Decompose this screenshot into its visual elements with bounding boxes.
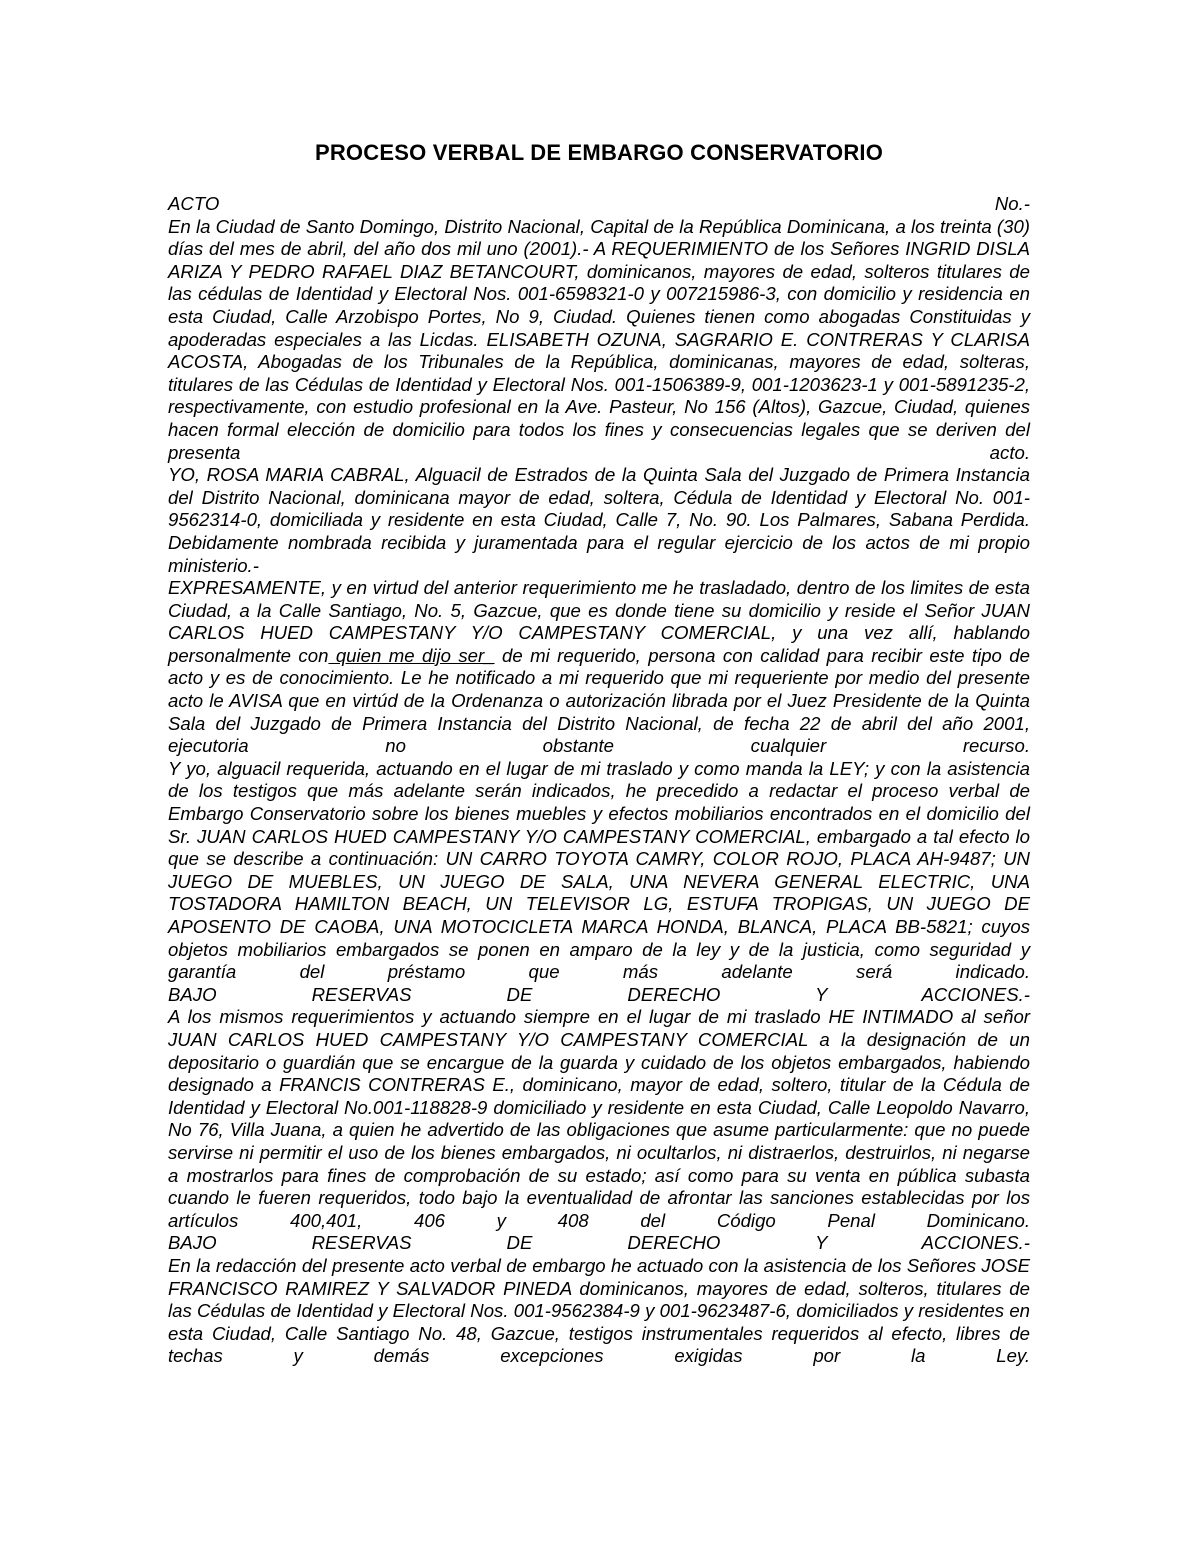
paragraph-embargo: Y yo, alguacil requerida, actuando en el lugar de mi traslado y como manda la LEY; y con la asistencia de los testigos que más adelante serán indicados, he precedido a redactar el proceso verbal de Embargo Conservatorio sobre los bienes muebles y efectos mobiliarios encontrados en el domicilio del Sr. JUAN CARLOS HUED CAMPESTANY Y/O CAMPESTANY COMERCIAL, embargado a tal efecto lo que se describe a continuación: UN CARRO TOYOTA CAMRY, COLOR ROJO, PLACA AH-9487; UN JUEGO DE MUEBLES, UN JUEGO DE SALA, UNA NEVERA GENERAL ELECTRIC, UNA TOSTADORA HAMILTON BEACH, UN TELEVISOR LG, ESTUFA TROPIGAS, UN JUEGO DE APOSENTO DE CAOBA, UNA MOTOCICLETA MARCA HONDA, BLANCA, PLACA BB-5821; cuyos objetos mobiliarios embargados se ponen en amparo de la ley y de la justicia, como seguridad y garantía del préstamo que más adelante será indicado.: [168, 757, 1030, 983]
paragraph-intimacion: A los mismos requerimientos y actuando siempre en el lugar de mi traslado HE INTIMADO al señor JUAN CARLOS HUED CAMPESTANY Y/O CAMPESTANY COMERCIAL a la designación de un depositario o guardián que se encargue de la guarda y cuidado de los objetos embargados, habiendo designado a FRANCIS CONTRERAS E., dominicano, mayor de edad, soltero, titular de la Cédula de Identidad y Electoral No.001-118828-9 domiciliado y residente en esta Ciudad, Calle Leopoldo Navarro, No 76, Villa Juana, a quien he advertido de las obligaciones que asume particularmente: que no puede servirse ni permitir el uso de los bienes embargados, ni ocultarlos, ni distraerlos, destruirlos, ni negarse a mostrarlos para fines de comprobación de su estado; así como para su venta en pública subasta cuando le fueren requeridos, todo bajo la eventualidad de afrontar las sanciones establecidas por los artículos 400,401, 406 y 408 del Código Penal Dominicano.: [168, 1006, 1030, 1231]
paragraph-alguacil: YO, ROSA MARIA CABRAL, Alguacil de Estrados de la Quinta Sala del Juzgado de Primera Instancia del Distrito Nacional, dominicana mayor de edad, soltera, Cédula de Identidad y Electoral No. 001-9562314-0, domiciliada y residente en esta Ciudad, Calle 7, No. 90. Los Palmares, Sabana Perdida. Debidamente nombrada recibida y juramentada para el regular ejercicio de los actos de mi propio ministerio.-: [168, 464, 1030, 576]
paragraph-testigos: En la redacción del presente acto verbal de embargo he actuado con la asistencia de los Señores JOSE FRANCISCO RAMIREZ Y SALVADOR PINEDA dominicanos, mayores de edad, solteros, titulares de las Cédulas de Identidad y Electoral Nos. 001-9562384-9 y 001-9623487-6, domiciliados y residentes en esta Ciudad, Calle Santiago No. 48, Gazcue, testigos instrumentales requeridos al efecto, libres de techas y demás excepciones exigidas por la Ley.: [168, 1254, 1030, 1367]
traslado-text-start: EXPRESAMENTE, y en virtud del anterior requerimiento me he trasladado, dentro de los limites de esta Ciudad, a la Calle Santiago, No. 5, Gazcue, que es donde tiene su domicilio y reside el Señor JUAN CARLOS HUED CAMPESTANY Y/O CAMPESTANY COMERCIAL, y una vez allí, hablando personalmente con: [168, 577, 1030, 666]
underlined-blank: quien me dijo ser_: [328, 644, 495, 666]
document-body: [168, 193, 1030, 1368]
traslado-text-end: de mi requerido, persona con calidad para recibir este tipo de acto y es de conocimiento. Le he notificado a mi requerido que mi requeriente por medio del presente acto le AVISA que en virtúd de la Ordenanza o autorización librada por el Juez Presidente de la Quinta Sala del Juzgado de Primera Instancia del Distrito Nacional, de fecha 22 de abril del año 2001, ejecutoria no obstante cualquier recurso.: [168, 644, 1030, 757]
paragraph-traslado: [168, 577, 1030, 758]
paragraph-requerimiento: En la Ciudad de Santo Domingo, Distrito Nacional, Capital de la República Dominicana, a los treinta (30) días del mes de abril, del año dos mil uno (2001).- A REQUERIMIENTO de los Señores INGRID DISLA ARIZA Y PEDRO RAFAEL DIAZ BETANCOURT, dominicanos, mayores de edad, solteros titulares de las cédulas de Identidad y Electoral Nos. 001-6598321-0 y 007215986-3, con domicilio y residencia en esta Ciudad, Calle Arzobispo Portes, No 9, Ciudad. Quienes tienen como abogadas Constituidas y apoderadas especiales a las Licdas. ELISABETH OZUNA, SAGRARIO E. CONTRERAS Y CLARISA ACOSTA, Abogadas de los Tribunales de la República, dominicanas, mayores de edad, solteras, titulares de las Cédulas de Identidad y Electoral Nos. 001-1506389-9, 001-1203623-1 y 001-5891235-2, respectivamente, con estudio profesional en la Ave. Pasteur, No 156 (Altos), Gazcue, Ciudad, quienes hacen formal elección de domicilio para todos los fines y consecuencias legales que se deriven del presenta acto.: [168, 215, 1030, 463]
document-title: PROCESO VERBAL DE EMBARGO CONSERVATORIO: [314, 140, 884, 165]
reserva-line-1: BAJO RESERVAS DE DERECHO Y ACCIONES.-: [168, 983, 1030, 1005]
reserva-line-2: BAJO RESERVAS DE DERECHO Y ACCIONES.-: [168, 1232, 1030, 1254]
acto-label: ACTO: [168, 193, 220, 214]
acto-number: No.-: [994, 193, 1030, 214]
acto-line: [168, 193, 1030, 216]
